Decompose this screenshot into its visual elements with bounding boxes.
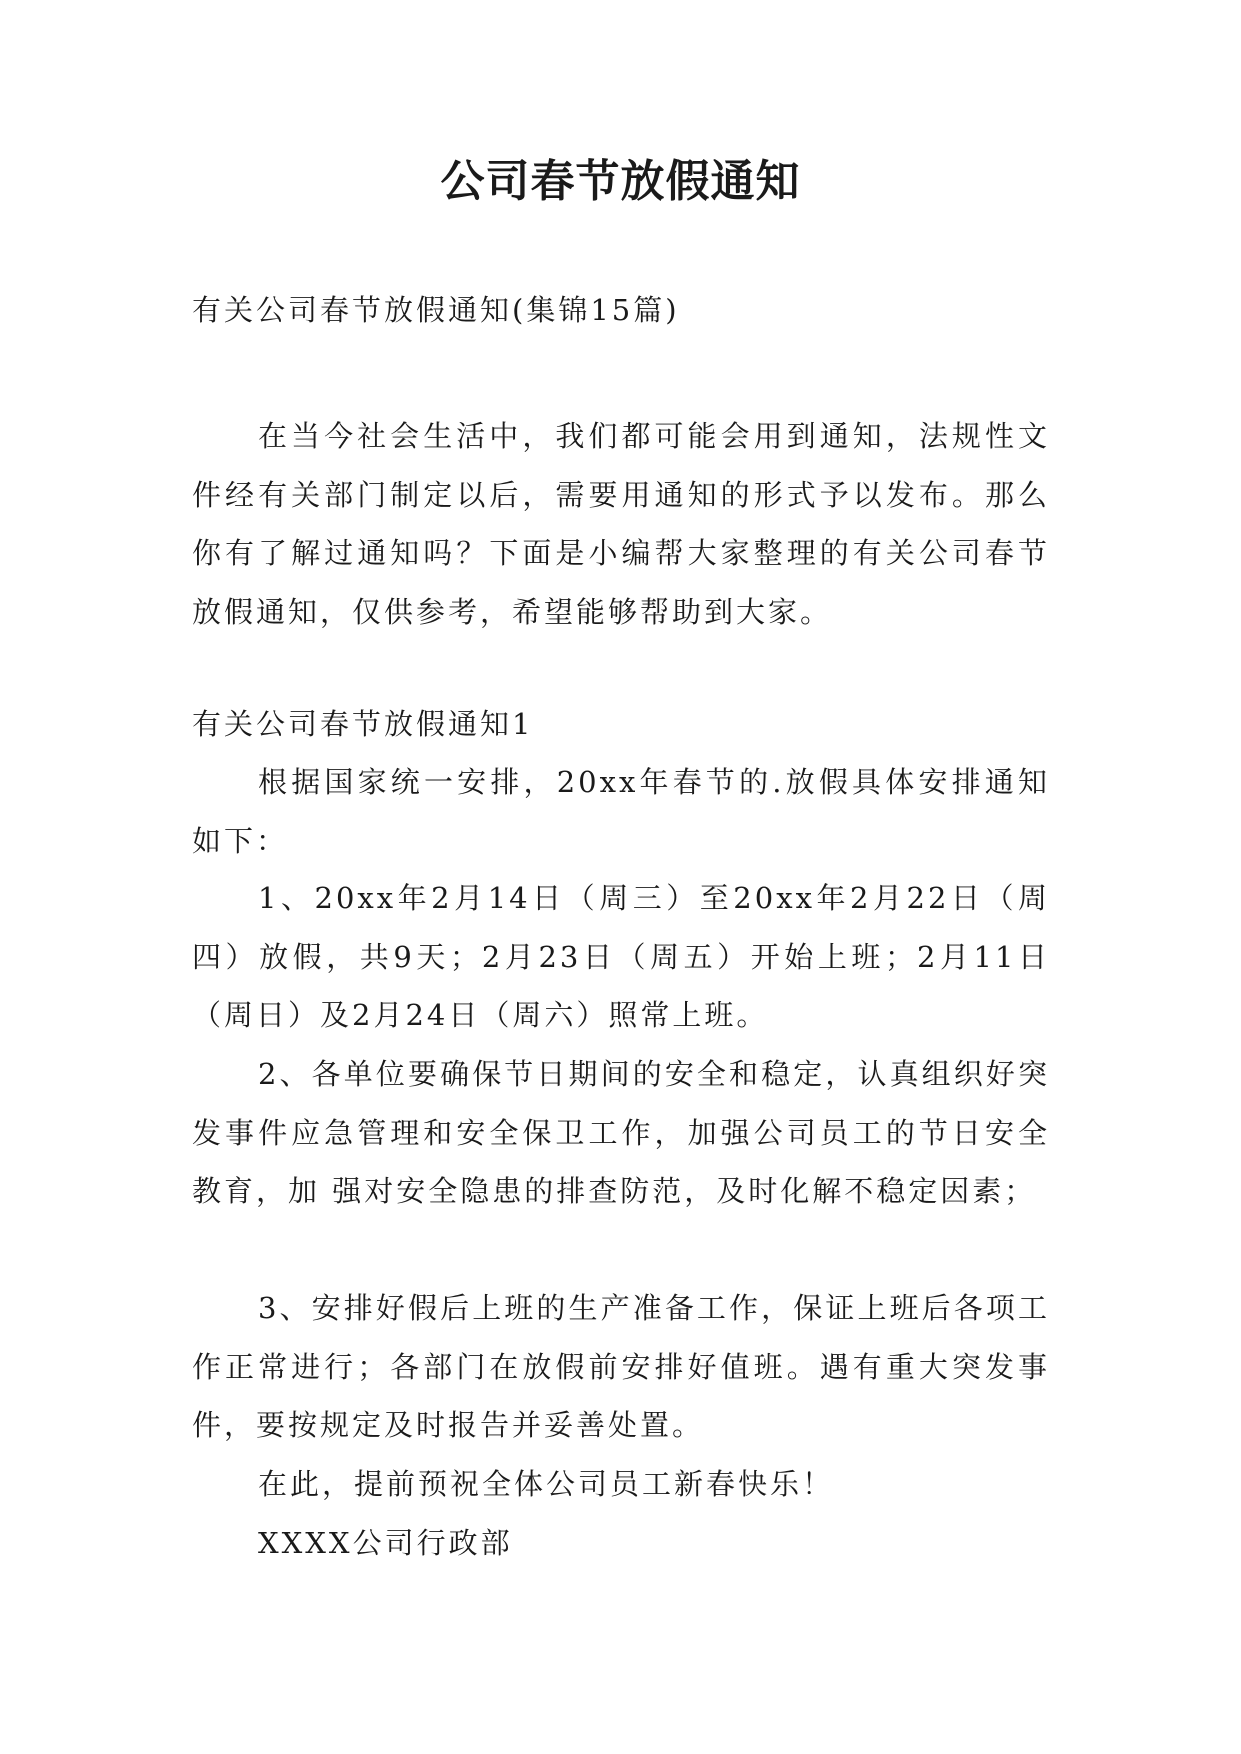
greeting-paragraph: 在此，提前预祝全体公司员工新春快乐！ [258,1467,835,1501]
document-subtitle: 有关公司春节放假通知(集锦15篇) [192,293,680,327]
signature-department: XXXX公司行政部 [258,1526,513,1560]
notice-paragraph-arrangement: 根据国家统一安排，20xx年春节的.放假具体安排通知如下： [192,765,1050,858]
notice-item-1: 1、20xx年2月14日（周三）至20xx年2月22日（周四）放假，共9天；2月23日（周五）开始上班；2月11日（周日）及2月24日（周六）照常上班。 [192,881,1050,1032]
intro-paragraph: 在当今社会生活中，我们都可能会用到通知，法规性文件经有关部门制定以后，需要用通知的形式予以发布。那么你有了解过通知吗？下面是小编帮大家整理的有关公司春节放假通知，仅供参考，希望能够帮助到大家。 [192,419,1050,629]
document-title: 公司春节放假通知 [440,156,801,207]
notice-item-2: 2、各单位要确保节日期间的安全和稳定，认真组织好突发事件应急管理和安全保卫工作，加强公司员工的节日安全教育，加 强对安全隐患的排查防范，及时化解不稳定因素； [192,1057,1050,1208]
notice-item-3: 3、安排好假后上班的生产准备工作，保证上班后各项工作正常进行；各部门在放假前安排好值班。遇有重大突发事件，要按规定及时报告并妥善处置。 [192,1291,1050,1442]
section-heading: 有关公司春节放假通知1 [192,707,534,741]
